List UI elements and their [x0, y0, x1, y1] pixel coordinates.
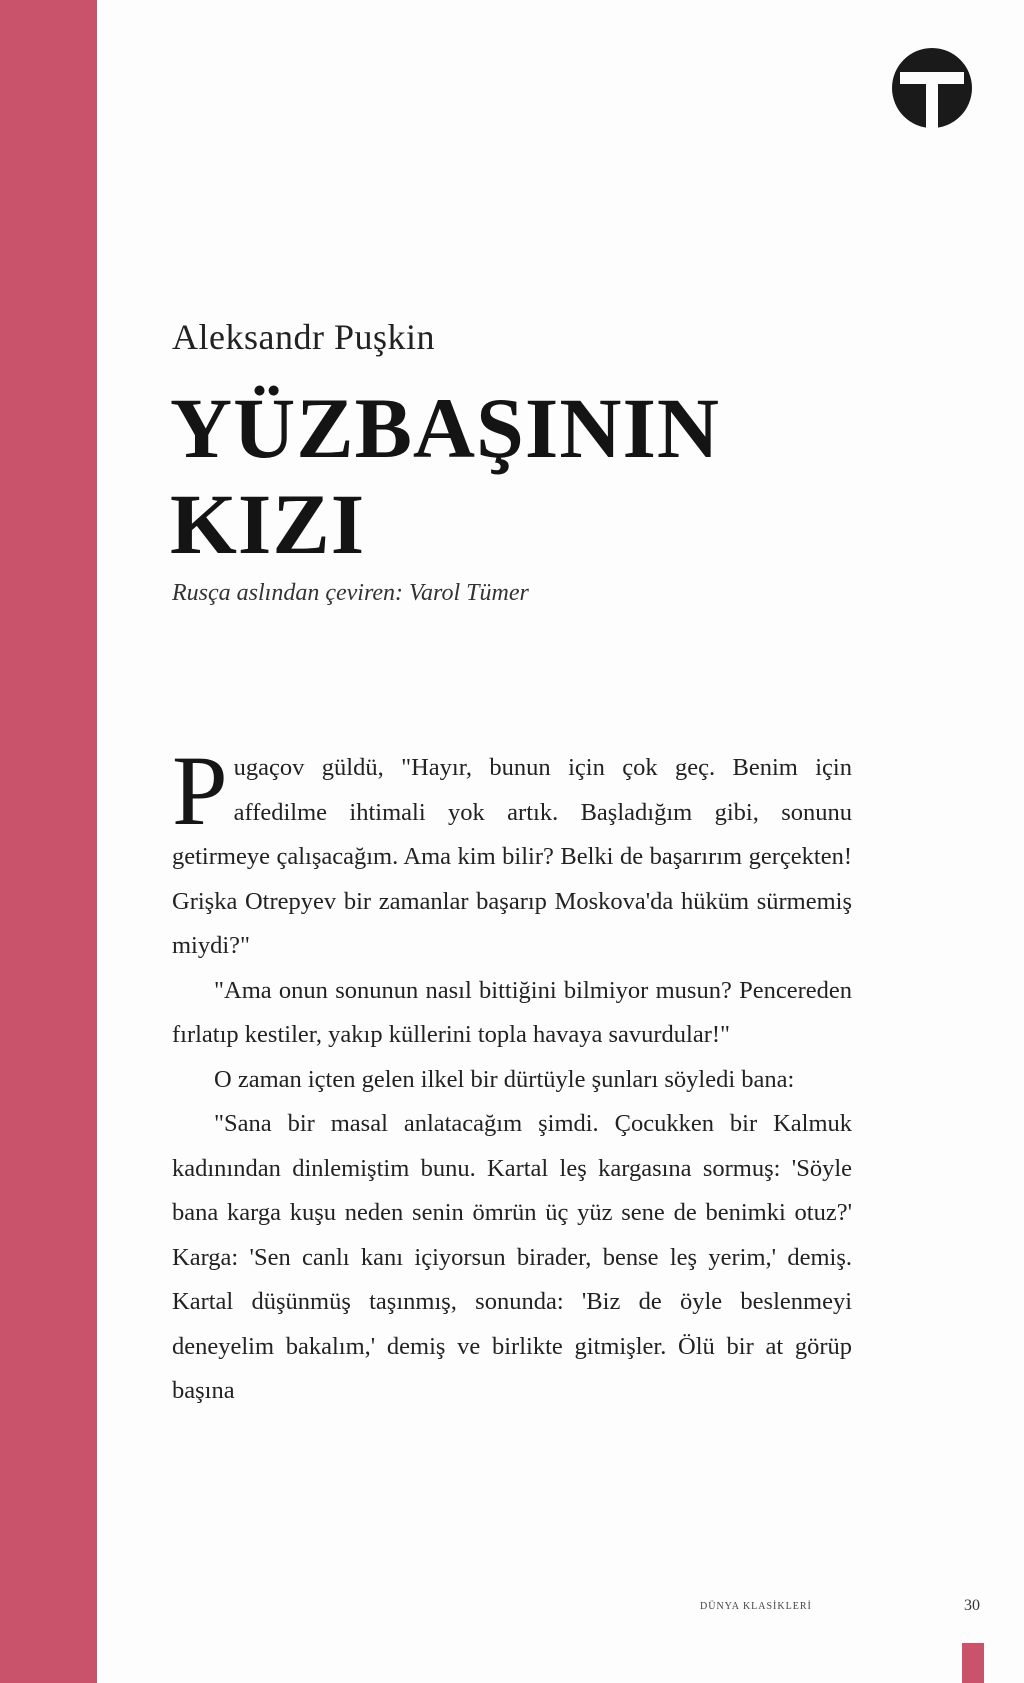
excerpt-paragraph-3: O zaman içten gelen ilkel bir dürtüyle şunları söyledi bana:	[214, 1065, 795, 1093]
page-number: 30	[964, 1597, 980, 1614]
excerpt-paragraph-1	[172, 735, 852, 969]
translator-credit: Rusça aslından çeviren: Varol Tümer	[172, 580, 529, 606]
book-title-line-2: KIZI	[170, 476, 366, 572]
excerpt-paragraph-1-text: ugaçov güldü, "Hayır, bunun için çok geç. Benim için affedilme ihtimali yok artık. Başladığım gibi, sonunu getirmeye çalışacağım. Ama kim bilir? Belki de başarırım gerçekten! Grişka Otrepyev bir zamanlar başarıp Moskova'da hüküm sürmemiş miydi?"	[172, 754, 852, 959]
book-title	[170, 380, 720, 572]
publisher-logo-icon	[890, 46, 974, 130]
bottom-color-tab	[962, 1643, 984, 1683]
cover-color-band	[0, 0, 97, 1683]
series-label: DÜNYA KLASİKLERİ	[700, 1601, 812, 1612]
excerpt-paragraph-4: "Sana bir masal anlatacağım şimdi. Çocukken bir Kalmuk kadınından dinlemiştim bunu. Kartal leş kargasına sormuş: 'Söyle bana karga kuşu neden senin ömrün üç yüz sene de benimki otuz?' Karga: 'Sen canlı kanı içiyorsun birader, bense leş yerim,' demiş. Kartal düşünmüş taşınmış, sonunda: 'Biz de öyle beslenmeyi deneyelim bakalım,' demiş ve birlikte gitmişler. Ölü bir at görüp başına	[172, 1110, 852, 1404]
excerpt-text	[172, 735, 852, 1414]
book-title-line-1: YÜZBAŞININ	[170, 380, 721, 476]
author-name: Aleksandr Puşkin	[172, 317, 435, 357]
excerpt-paragraph-2: "Ama onun sonunun nasıl bittiğini bilmiyor musun? Pencereden fırlatıp kestiler, yakıp küllerini topla havaya savurdular!"	[172, 976, 852, 1048]
drop-cap: P	[172, 735, 228, 846]
